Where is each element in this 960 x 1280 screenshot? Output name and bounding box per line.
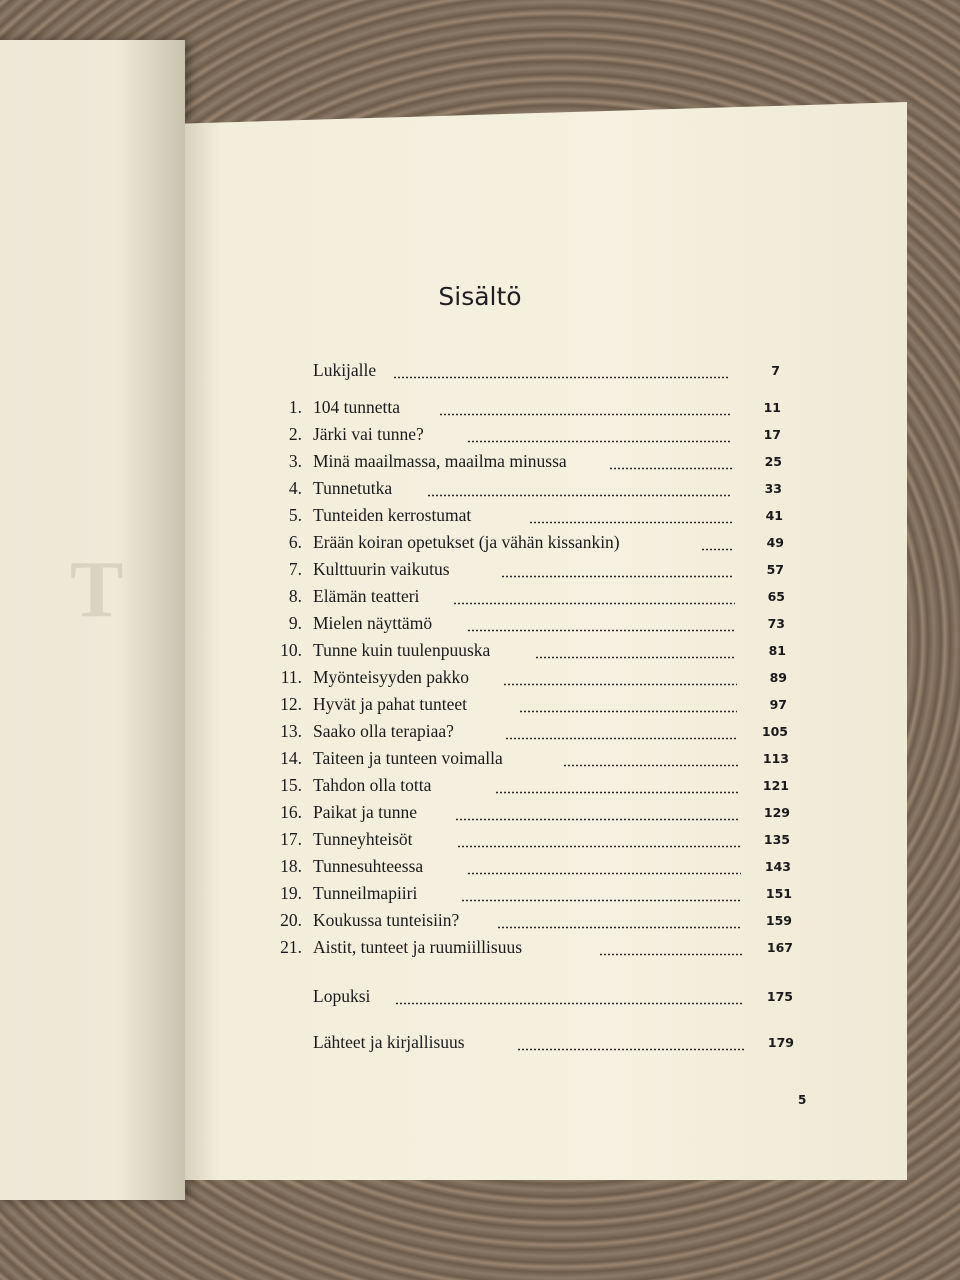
dot-leader bbox=[461, 899, 742, 902]
page-number: 5 bbox=[798, 1093, 807, 1107]
toc-entry bbox=[0, 802, 960, 826]
chapter-title: Aistit, tunteet ja ruumiillisuus bbox=[313, 937, 523, 957]
toc-entry bbox=[0, 478, 960, 502]
toc-entry bbox=[0, 986, 960, 1010]
chapter-title: Minä maailmassa, maailma minussa bbox=[313, 451, 567, 471]
chapter-number: 21. bbox=[280, 937, 302, 957]
toc-entry bbox=[0, 505, 960, 529]
page-ref: 49 bbox=[766, 535, 784, 550]
toc-entry bbox=[0, 883, 960, 907]
page-ref: 151 bbox=[765, 886, 792, 901]
toc-entry bbox=[0, 586, 960, 610]
page-ref: 65 bbox=[767, 589, 785, 604]
chapter-title: Tunteiden kerrostumat bbox=[313, 505, 472, 525]
toc-title: Sisältö bbox=[438, 282, 522, 311]
toc-entry bbox=[0, 910, 960, 934]
dot-leader bbox=[519, 710, 737, 713]
dot-leader bbox=[393, 376, 730, 379]
chapter-number: 20. bbox=[280, 910, 302, 930]
chapter-title: Kulttuurin vaikutus bbox=[313, 559, 450, 579]
toc-entry bbox=[0, 721, 960, 745]
chapter-title: Erään koiran opetukset (ja vähän kissankin) bbox=[313, 532, 620, 552]
chapter-number: 6. bbox=[288, 532, 302, 552]
page-ref: 25 bbox=[764, 454, 782, 469]
page-ref: 11 bbox=[763, 400, 781, 415]
page-ref: 97 bbox=[769, 697, 787, 712]
chapter-title: Lähteet ja kirjallisuus bbox=[313, 1032, 465, 1052]
dot-leader bbox=[701, 548, 734, 551]
chapter-title: 104 tunnetta bbox=[313, 397, 400, 417]
page-ref: 41 bbox=[765, 508, 783, 523]
dot-leader bbox=[563, 764, 739, 767]
chapter-number: 1. bbox=[288, 397, 302, 417]
chapter-number: 11. bbox=[280, 667, 302, 687]
chapter-number: 8. bbox=[288, 586, 302, 606]
dot-leader bbox=[453, 602, 735, 605]
page-ref: 81 bbox=[768, 643, 786, 658]
page-ref: 167 bbox=[766, 940, 793, 955]
page-ref: 73 bbox=[767, 616, 785, 631]
dot-leader bbox=[439, 413, 731, 416]
chapter-number: 17. bbox=[280, 829, 302, 849]
page-ref: 17 bbox=[763, 427, 781, 442]
chapter-number: 5. bbox=[288, 505, 302, 525]
toc-entry bbox=[0, 829, 960, 853]
chapter-number: 4. bbox=[288, 478, 302, 498]
chapter-number: 12. bbox=[280, 694, 302, 714]
dot-leader bbox=[467, 440, 731, 443]
page-ref: 135 bbox=[763, 832, 790, 847]
bleed-through-text: T bbox=[70, 546, 124, 634]
chapter-number: 13. bbox=[280, 721, 302, 741]
dot-leader bbox=[495, 791, 739, 794]
toc-entry bbox=[0, 775, 960, 799]
toc-entry bbox=[0, 667, 960, 691]
page-ref: 129 bbox=[763, 805, 790, 820]
chapter-title: Myönteisyyden pakko bbox=[313, 667, 470, 687]
toc-entry bbox=[0, 694, 960, 718]
chapter-title: Tunne kuin tuulenpuuska bbox=[313, 640, 491, 660]
toc-entry bbox=[0, 424, 960, 448]
dot-leader bbox=[505, 737, 738, 740]
page-ref: 57 bbox=[766, 562, 784, 577]
dot-leader bbox=[517, 1048, 744, 1051]
dot-leader bbox=[501, 575, 734, 578]
chapter-number: 19. bbox=[280, 883, 302, 903]
dot-leader bbox=[467, 629, 735, 632]
chapter-title: Elämän teatteri bbox=[313, 586, 420, 606]
toc-entry bbox=[0, 640, 960, 664]
dot-leader bbox=[599, 953, 743, 956]
chapter-number: 16. bbox=[280, 802, 302, 822]
dot-leader bbox=[455, 818, 740, 821]
toc-entry bbox=[0, 856, 960, 880]
page-ref: 175 bbox=[766, 989, 793, 1004]
chapter-number: 15. bbox=[280, 775, 302, 795]
chapter-number: 14. bbox=[280, 748, 302, 768]
chapter-number: 2. bbox=[288, 424, 302, 444]
page-ref: 33 bbox=[764, 481, 782, 496]
dot-leader bbox=[497, 926, 742, 929]
page-ref: 121 bbox=[762, 778, 789, 793]
dot-leader bbox=[457, 845, 740, 848]
toc-entry bbox=[0, 360, 960, 384]
chapter-title: Tunneyhteisöt bbox=[313, 829, 413, 849]
dot-leader bbox=[503, 683, 737, 686]
chapter-title: Hyvät ja pahat tunteet bbox=[313, 694, 468, 714]
chapter-title: Tunneilmapiiri bbox=[313, 883, 418, 903]
chapter-title: Lukijalle bbox=[313, 360, 377, 380]
dot-leader bbox=[467, 872, 741, 875]
toc-entry bbox=[0, 397, 960, 421]
toc-entry bbox=[0, 937, 960, 961]
chapter-number: 18. bbox=[280, 856, 302, 876]
dot-leader bbox=[535, 656, 736, 659]
toc-entry bbox=[0, 559, 960, 583]
chapter-title: Lopuksi bbox=[313, 986, 371, 1006]
dot-leader bbox=[529, 521, 733, 524]
toc-entry bbox=[0, 748, 960, 772]
page-ref: 89 bbox=[769, 670, 787, 685]
page-ref: 105 bbox=[761, 724, 788, 739]
chapter-title: Tunnesuhteessa bbox=[313, 856, 424, 876]
chapter-number: 10. bbox=[280, 640, 302, 660]
chapter-title: Järki vai tunne? bbox=[313, 424, 424, 444]
toc-entry bbox=[0, 532, 960, 556]
toc-entry bbox=[0, 1032, 960, 1056]
page-ref: 179 bbox=[767, 1035, 794, 1050]
page-ref: 143 bbox=[764, 859, 791, 874]
chapter-title: Tahdon olla totta bbox=[313, 775, 432, 795]
dot-leader bbox=[427, 494, 732, 497]
chapter-title: Koukussa tunteisiin? bbox=[313, 910, 460, 930]
page-ref: 159 bbox=[765, 913, 792, 928]
toc-entry bbox=[0, 451, 960, 475]
chapter-number: 7. bbox=[288, 559, 302, 579]
dot-leader bbox=[395, 1002, 743, 1005]
chapter-number: 9. bbox=[288, 613, 302, 633]
chapter-title: Mielen näyttämö bbox=[313, 613, 433, 633]
chapter-number: 3. bbox=[288, 451, 302, 471]
page-ref: 7 bbox=[771, 363, 780, 378]
chapter-title: Saako olla terapiaa? bbox=[313, 721, 454, 741]
chapter-title: Taiteen ja tunteen voimalla bbox=[313, 748, 503, 768]
toc-entry bbox=[0, 613, 960, 637]
chapter-title: Paikat ja tunne bbox=[313, 802, 418, 822]
dot-leader bbox=[609, 467, 732, 470]
page-ref: 113 bbox=[762, 751, 789, 766]
chapter-title: Tunnetutka bbox=[313, 478, 393, 498]
